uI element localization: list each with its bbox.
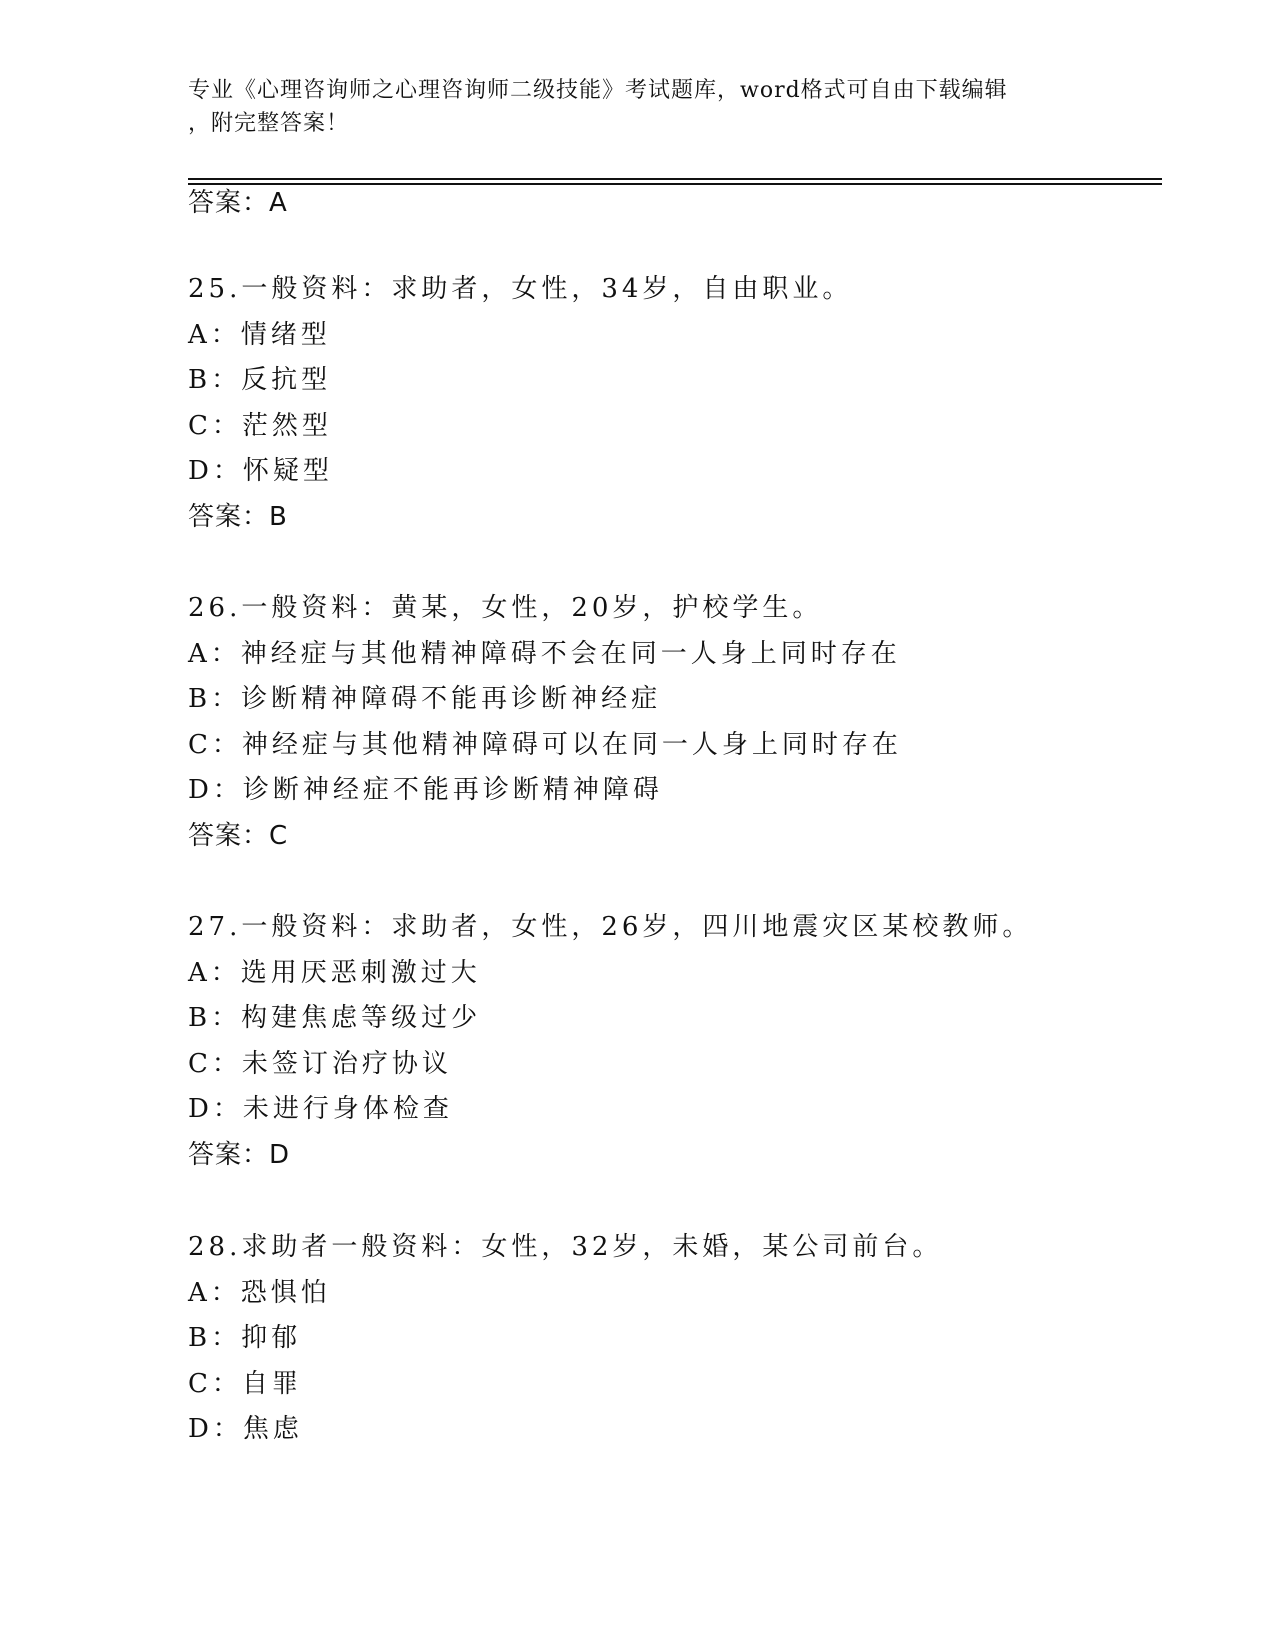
header-line-2: ，附完整答案！: [188, 111, 350, 136]
option-a: A：情绪型: [188, 319, 331, 350]
question-title: 27.一般资料：求助者，女性，26岁，四川地震灾区某校教师。: [188, 912, 1033, 942]
header-double-rule: [188, 178, 1162, 188]
question-28: [188, 1225, 942, 1453]
option-a: A：神经症与其他精神障碍不会在同一人身上同时存在: [188, 638, 901, 669]
option-d: D：怀疑型: [188, 456, 333, 486]
option-c: C：神经症与其他精神障碍可以在同一人身上同时存在: [188, 729, 902, 760]
carry-over-answer: 答案：A: [188, 188, 288, 218]
question-25: [188, 267, 852, 540]
option-d: D：焦虑: [188, 1414, 303, 1444]
option-d: D：诊断神经症不能再诊断精神障碍: [188, 775, 663, 805]
answer: 答案：B: [188, 501, 288, 532]
document-header: [188, 74, 1068, 140]
rule-line: [188, 183, 1162, 185]
option-c: C：未签订治疗协议: [188, 1048, 452, 1079]
question-title: 25.一般资料：求助者，女性，34岁，自由职业。: [188, 274, 853, 304]
option-b: B：抑郁: [188, 1323, 302, 1353]
answer: 答案：D: [188, 1139, 291, 1170]
option-b: B：构建焦虑等级过少: [188, 1003, 482, 1033]
option-a: A：恐惧怕: [188, 1277, 331, 1308]
question-title: 26.一般资料：黄某，女性，20岁，护校学生。: [188, 593, 823, 623]
option-b: B：反抗型: [188, 365, 332, 395]
option-a: A：选用厌恶刺激过大: [188, 957, 481, 988]
option-d: D：未进行身体检查: [188, 1094, 453, 1124]
header-line-1: 专业《心理咨询师之心理咨询师二级技能》考试题库，word格式可自由下载编辑: [188, 78, 1008, 103]
question-27: [188, 905, 1032, 1178]
option-c: C：茫然型: [188, 410, 332, 441]
option-b: B：诊断精神障碍不能再诊断神经症: [188, 684, 662, 714]
option-c: C：自罪: [188, 1368, 302, 1399]
rule-line: [188, 178, 1162, 180]
answer: 答案：C: [188, 820, 289, 851]
question-26: [188, 586, 902, 859]
question-title: 28.求助者一般资料：女性，32岁，未婚，某公司前台。: [188, 1232, 943, 1262]
